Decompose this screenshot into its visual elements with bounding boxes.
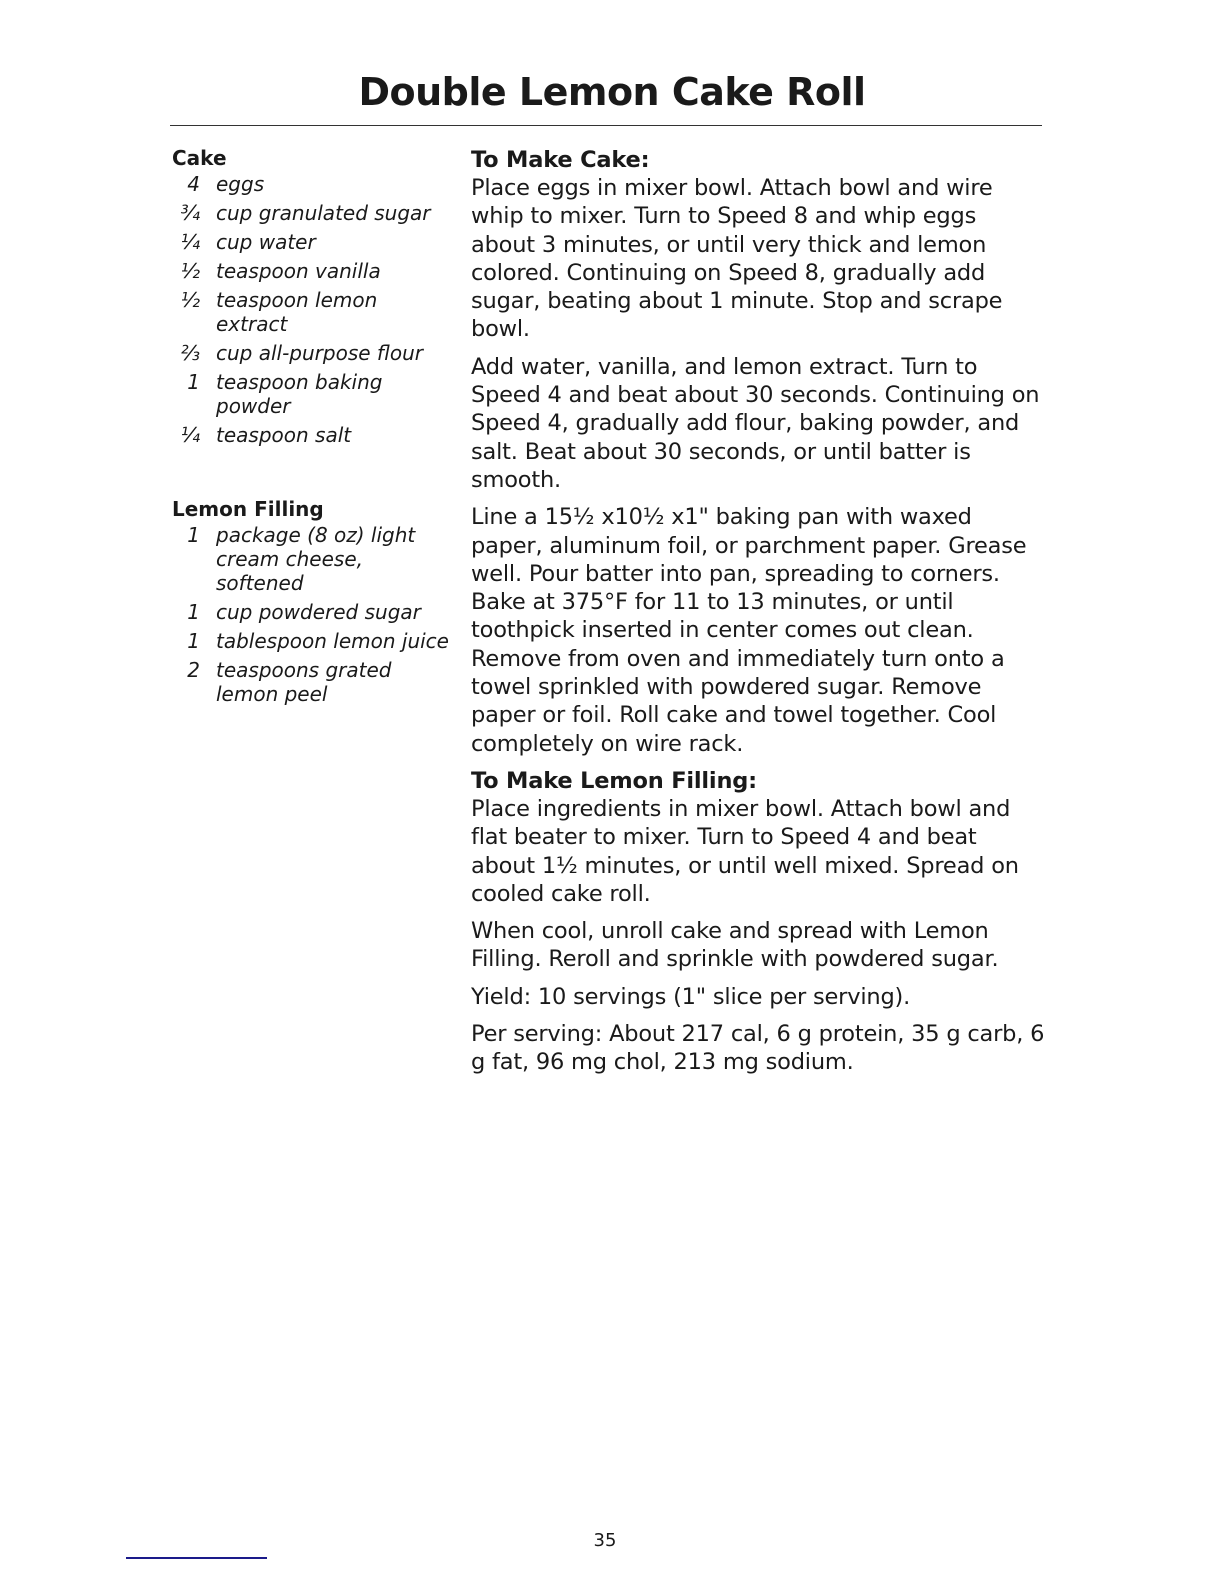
footer-rule (126, 1557, 267, 1559)
ingredient-item (172, 201, 452, 225)
ingredient-text: teaspoon lemon extract (216, 288, 378, 336)
ingredient-item (172, 600, 452, 624)
ingredients-column (172, 146, 452, 711)
filling-directions-heading: To Make Lemon Filling: (471, 767, 757, 794)
cake-ingredients (172, 146, 452, 447)
filling-ingredients-heading: Lemon Filling (172, 497, 324, 521)
filling-ingredients (172, 497, 452, 706)
directions-column (471, 146, 1046, 1086)
ingredient-text: teaspoon baking powder (216, 370, 383, 418)
ingredient-item (172, 629, 452, 653)
cake-ingredient-list (172, 172, 452, 447)
ingredient-item (172, 230, 452, 254)
direction-paragraph: Place ingredients in mixer bowl. Attach bowl and flat beater to mixer. Turn to Speed 4 and beat about 1½ minutes, or until well mixed. Spread on cooled cake roll. (471, 795, 1019, 907)
ingredient-quantity: 1 (187, 600, 200, 624)
ingredient-quantity: 1 (187, 370, 200, 394)
ingredient-text: cup water (216, 230, 316, 254)
ingredient-quantity: ½ (180, 259, 200, 283)
ingredient-text: cup all-purpose flour (216, 341, 423, 365)
ingredient-quantity: ¾ (180, 201, 200, 225)
ingredient-item (172, 523, 452, 595)
ingredient-quantity: 2 (187, 658, 200, 682)
ingredient-item (172, 423, 452, 447)
ingredient-text: eggs (216, 172, 265, 196)
ingredient-text: teaspoon vanilla (216, 259, 381, 283)
ingredient-item (172, 288, 452, 336)
ingredient-item (172, 259, 452, 283)
direction-paragraph: Place eggs in mixer bowl. Attach bowl and wire whip to mixer. Turn to Speed 8 and whip eggs about 3 minutes, or until very thick and lemon colored. Continuing on Speed 8, gradually add sugar, beating about 1 minute. Stop and scrape bowl. (471, 175, 1003, 343)
ingredient-quantity: ¼ (180, 423, 200, 447)
ingredient-item (172, 370, 452, 418)
ingredient-text: cup granulated sugar (216, 201, 431, 225)
ingredient-item (172, 341, 452, 365)
filling-ingredient-list (172, 523, 452, 706)
ingredient-text: teaspoons grated lemon peel (216, 658, 392, 706)
cake-ingredients-heading: Cake (172, 146, 227, 170)
ingredient-quantity: 1 (187, 523, 200, 547)
title-divider (170, 125, 1042, 126)
ingredient-text: teaspoon salt (216, 423, 352, 447)
ingredient-item (172, 658, 452, 706)
ingredient-quantity: 1 (187, 629, 200, 653)
recipe-title: Double Lemon Cake Roll (358, 70, 866, 114)
page-number: 35 (593, 1530, 617, 1551)
ingredient-quantity: ⅔ (180, 341, 200, 365)
ingredient-text: cup powdered sugar (216, 600, 421, 624)
direction-paragraph: When cool, unroll cake and spread with Lemon Filling. Reroll and sprinkle with powdered sugar. (471, 918, 999, 973)
ingredient-text: tablespoon lemon juice (216, 629, 449, 653)
yield-text: Yield: 10 servings (1" slice per serving). (471, 983, 911, 1010)
ingredient-quantity: ½ (180, 288, 200, 312)
ingredient-item (172, 172, 452, 196)
direction-paragraph: Add water, vanilla, and lemon extract. Turn to Speed 4 and beat about 30 seconds. Continuing on Speed 4, gradually add flour, baking powder, and salt. Beat about 30 seconds, or until batter is smooth. (471, 353, 1040, 493)
ingredient-quantity: 4 (187, 172, 200, 196)
ingredient-text: package (8 oz) light cream cheese, softened (216, 523, 416, 595)
ingredient-quantity: ¼ (180, 230, 200, 254)
direction-paragraph: Line a 15½ x10½ x1" baking pan with waxed paper, aluminum foil, or parchment paper. Grease well. Pour batter into pan, spreading to corners. Bake at 375°F for 11 to 13 minutes, or until toothpick inserted in center comes out clean. Remove from oven and immediately turn onto a towel sprinkled with powdered sugar. Remove paper or foil. Roll cake and towel together. Cool completely on wire rack. (471, 504, 1027, 757)
cake-directions-heading: To Make Cake: (471, 147, 650, 173)
nutrition-text: Per serving: About 217 cal, 6 g protein, 35 g carb, 6 g fat, 96 mg chol, 213 mg sodium. (471, 1021, 1045, 1076)
